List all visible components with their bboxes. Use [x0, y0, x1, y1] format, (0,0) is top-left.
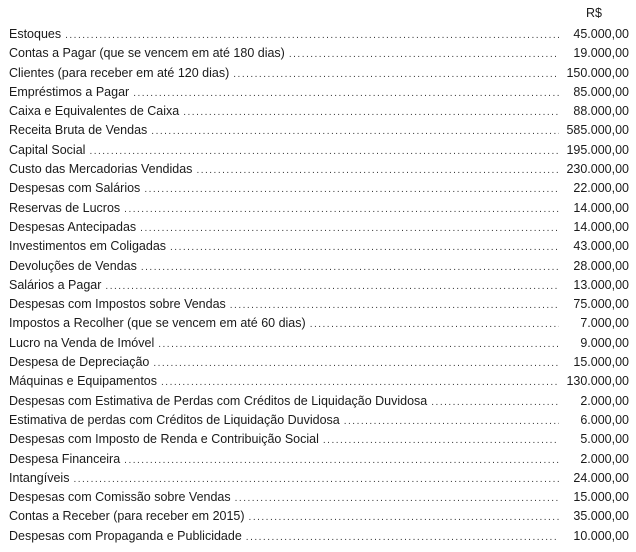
- list-item: [9, 488, 629, 507]
- dot-leader: [170, 238, 559, 257]
- item-value: 130.000,00: [566, 374, 629, 389]
- list-item: [9, 411, 629, 430]
- list-item: [9, 25, 629, 44]
- dot-leader: [196, 161, 559, 180]
- item-label: Despesas com Propaganda e Publicidade: [9, 528, 242, 543]
- item-label: Caixa e Equivalentes de Caixa: [9, 104, 180, 119]
- item-label: Intangíveis: [9, 470, 70, 485]
- item-label: Devoluções de Vendas: [9, 258, 137, 273]
- dot-leader: [151, 122, 559, 141]
- dot-leader: [344, 412, 559, 431]
- item-value: 7.000,00: [580, 316, 629, 331]
- list-item: [9, 141, 629, 160]
- list-item: [9, 83, 629, 102]
- item-label: Impostos a Recolher (que se vencem em até 60 dias): [9, 316, 306, 331]
- dot-leader: [141, 258, 559, 277]
- item-value: 13.000,00: [573, 277, 629, 292]
- item-label: Máquinas e Equipamentos: [9, 374, 158, 389]
- dot-leader: [289, 45, 559, 64]
- dot-leader: [89, 142, 559, 161]
- item-value: 24.000,00: [573, 470, 629, 485]
- item-label: Reservas de Lucros: [9, 200, 121, 215]
- item-label: Despesas com Impostos sobre Vendas: [9, 297, 226, 312]
- list-item: [9, 160, 629, 179]
- dot-leader: [140, 219, 559, 238]
- list-item: [9, 527, 629, 546]
- list-item: [9, 469, 629, 488]
- list-item: [9, 218, 629, 237]
- item-value: 43.000,00: [573, 239, 629, 254]
- dot-leader: [431, 393, 559, 412]
- dot-leader: [105, 277, 559, 296]
- item-value: 15.000,00: [573, 355, 629, 370]
- dot-leader: [73, 470, 559, 489]
- list-item: [9, 102, 629, 121]
- table-header: [0, 6, 636, 24]
- list-item: [9, 257, 629, 276]
- item-label: Despesas com Estimativa de Perdas com Créditos de Liquidação Duvidosa: [9, 393, 428, 408]
- item-label: Contas a Receber (para receber em 2015): [9, 509, 245, 524]
- dot-leader: [246, 528, 559, 547]
- item-value: 28.000,00: [573, 258, 629, 273]
- dot-leader: [124, 200, 559, 219]
- list-item: [9, 353, 629, 372]
- list-item: [9, 450, 629, 469]
- item-label: Clientes (para receber em até 120 dias): [9, 65, 230, 80]
- list-item: [9, 430, 629, 449]
- list-item: [9, 179, 629, 198]
- item-label: Despesas com Salários: [9, 181, 141, 196]
- item-label: Despesas Antecipadas: [9, 219, 137, 234]
- item-label: Contas a Pagar (que se vencem em até 180 dias): [9, 46, 285, 61]
- dot-leader: [233, 65, 559, 84]
- item-label: Salários a Pagar: [9, 277, 102, 292]
- item-value: 35.000,00: [573, 509, 629, 524]
- item-label: Capital Social: [9, 142, 86, 157]
- item-value: 88.000,00: [573, 104, 629, 119]
- item-value: 15.000,00: [573, 490, 629, 505]
- account-list: [9, 25, 629, 546]
- list-item: [9, 295, 629, 314]
- item-value: 230.000,00: [566, 162, 629, 177]
- item-label: Estimativa de perdas com Créditos de Liquidação Duvidosa: [9, 412, 340, 427]
- item-value: 19.000,00: [573, 46, 629, 61]
- item-value: 150.000,00: [566, 65, 629, 80]
- item-label: Despesas com Comissão sobre Vendas: [9, 490, 231, 505]
- item-value: 2.000,00: [580, 451, 629, 466]
- item-label: Lucro na Venda de Imóvel: [9, 335, 155, 350]
- dot-leader: [310, 315, 559, 334]
- dot-leader: [183, 103, 559, 122]
- list-item: [9, 392, 629, 411]
- list-item: [9, 507, 629, 526]
- item-value: 14.000,00: [573, 219, 629, 234]
- list-item: [9, 64, 629, 83]
- dot-leader: [235, 489, 559, 508]
- item-value: 195.000,00: [566, 142, 629, 157]
- dot-leader: [158, 335, 559, 354]
- currency-header: R$: [586, 6, 602, 20]
- list-item: [9, 237, 629, 256]
- list-item: [9, 199, 629, 218]
- list-item: [9, 276, 629, 295]
- dot-leader: [153, 354, 559, 373]
- item-value: 14.000,00: [573, 200, 629, 215]
- item-value: 22.000,00: [573, 181, 629, 196]
- item-value: 45.000,00: [573, 27, 629, 41]
- item-label: Despesa Financeira: [9, 451, 121, 466]
- item-value: 2.000,00: [580, 393, 629, 408]
- list-item: [9, 314, 629, 333]
- dot-leader: [133, 84, 559, 103]
- item-label: Receita Bruta de Vendas: [9, 123, 148, 138]
- list-item: [9, 334, 629, 353]
- item-value: 585.000,00: [566, 123, 629, 138]
- dot-leader: [323, 431, 559, 450]
- item-label: Despesa de Depreciação: [9, 355, 150, 370]
- item-value: 10.000,00: [573, 528, 629, 543]
- item-label: Estoques: [9, 27, 62, 41]
- list-item: [9, 44, 629, 63]
- dot-leader: [230, 296, 559, 315]
- item-value: 6.000,00: [580, 412, 629, 427]
- list-item: [9, 372, 629, 391]
- dot-leader: [161, 373, 559, 392]
- item-value: 75.000,00: [573, 297, 629, 312]
- item-label: Despesas com Imposto de Renda e Contribuição Social: [9, 432, 319, 447]
- item-label: Investimentos em Coligadas: [9, 239, 167, 254]
- item-label: Empréstimos a Pagar: [9, 84, 130, 99]
- item-value: 85.000,00: [573, 84, 629, 99]
- item-label: Custo das Mercadorias Vendidas: [9, 162, 193, 177]
- dot-leader: [65, 26, 559, 45]
- dot-leader: [124, 451, 559, 470]
- dot-leader: [249, 508, 559, 527]
- item-value: 5.000,00: [580, 432, 629, 447]
- item-value: 9.000,00: [580, 335, 629, 350]
- dot-leader: [144, 180, 559, 199]
- list-item: [9, 121, 629, 140]
